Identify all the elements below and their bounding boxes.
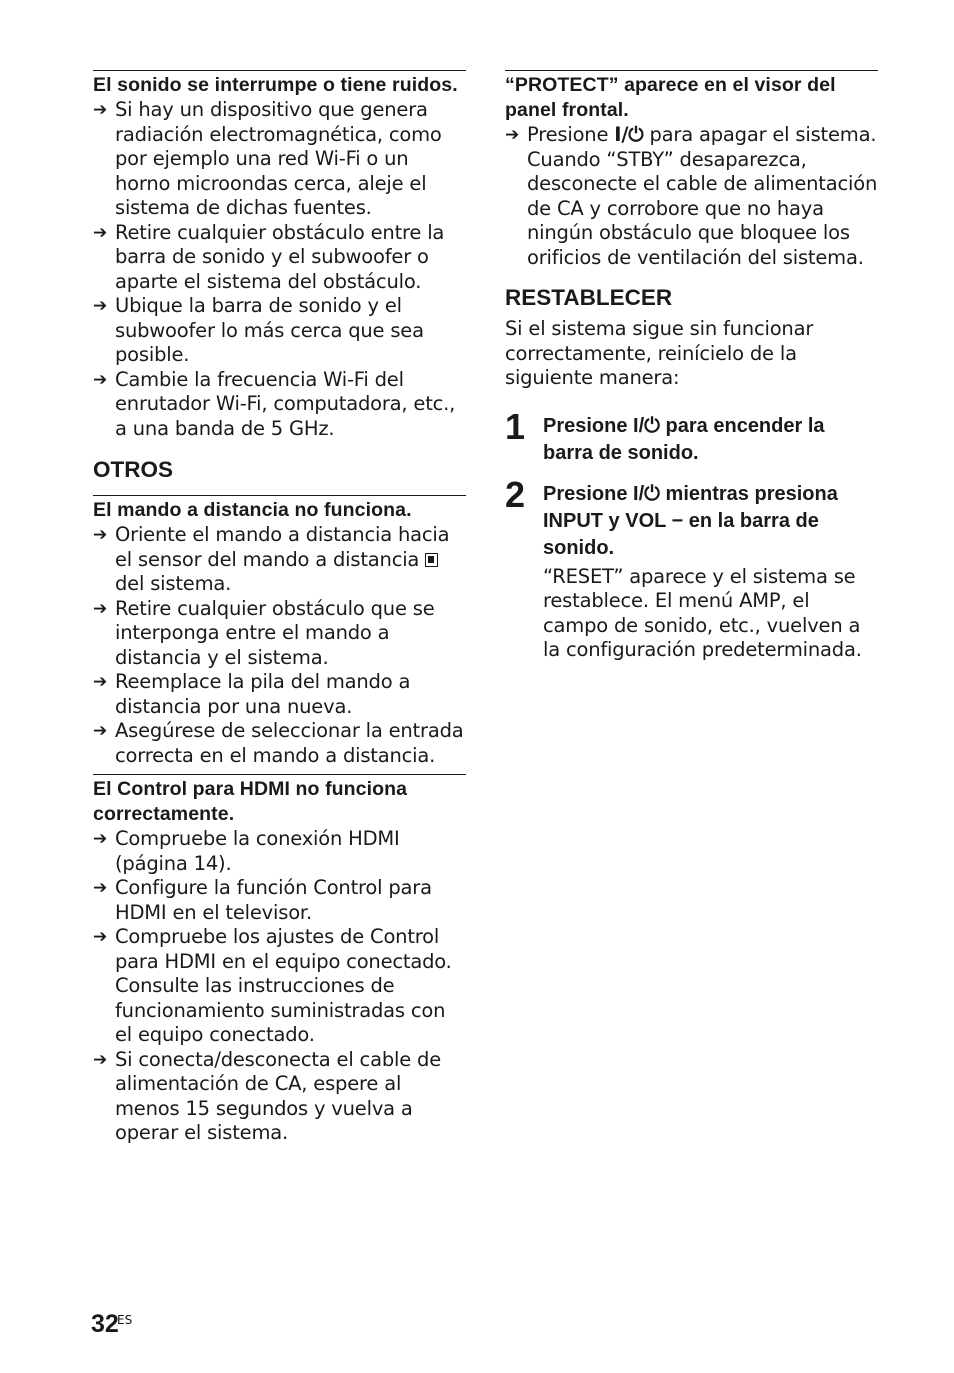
list-item-text: para apagar el sistema. Cuando “STBY” desaparezca, desconecte el cable de alimentación de CA y corrobore que no haya ningún obstáculo que bloquee los orificios de ventilación del sistema.	[527, 123, 878, 269]
list-item	[93, 670, 466, 719]
arrow-right-icon: ➔	[93, 369, 108, 390]
arrow-right-icon: ➔	[93, 100, 108, 120]
list-item-text: Reemplace la pila del mando a distancia por una nueva.	[115, 670, 411, 718]
list-item	[93, 827, 466, 876]
section-heading-hdmi: El Control para HDMI no funciona correctamente.	[93, 774, 466, 827]
list-item-text: Presione	[527, 123, 609, 146]
list-item	[93, 597, 466, 671]
step-2	[505, 473, 878, 663]
step-description: “RESET” aparece y el sistema se restablece. El menú AMP, el campo de sonido, etc., vuelven a la configuración predeterminada.	[543, 564, 862, 661]
remote-list	[93, 523, 466, 768]
power-button-icon: I/⏻	[633, 482, 660, 505]
list-item-text: Cambie la frecuencia Wi-Fi del enrutador Wi-Fi, computadora, etc., a una banda de 5 GHz.	[115, 367, 456, 440]
list-item-text: Compruebe los ajustes de Control para HDMI en el equipo conectado. Consulte las instrucciones de funcionamiento suministradas con el equipo conectado.	[115, 925, 452, 1046]
arrow-right-icon: ➔	[93, 222, 108, 243]
arrow-right-icon: ➔	[93, 598, 108, 619]
page-language-code: ES	[117, 1313, 133, 1327]
list-item	[93, 719, 466, 768]
arrow-right-icon: ➔	[93, 878, 108, 898]
remote-sensor-icon	[425, 553, 438, 567]
section-title-otros: OTROS	[93, 457, 174, 482]
arrow-right-icon: ➔	[93, 1049, 108, 1070]
list-item-text: Configure la función Control para HDMI en el televisor.	[115, 876, 432, 924]
list-item-text: Asegúrese de seleccionar la entrada correcta en el mando a distancia.	[115, 719, 464, 767]
step-1	[505, 405, 878, 467]
step-title: Presione I/⏻ para encender la barra de sonido.	[543, 414, 825, 464]
noise-list	[93, 98, 466, 441]
list-item-text: del sistema.	[115, 572, 232, 595]
list-item	[93, 221, 466, 295]
section-title-restablecer: RESTABLECER	[505, 285, 673, 310]
protect-list	[505, 123, 878, 270]
step-number: 1	[505, 405, 526, 447]
list-item-text: Si conecta/desconecta el cable de alimentación de CA, espere al menos 15 segundos y vuelva a operar el sistema.	[115, 1047, 441, 1144]
section-heading-remote: El mando a distancia no funciona.	[93, 495, 466, 523]
arrow-right-icon: ➔	[93, 927, 108, 947]
section-heading-noise: El sonido se interrumpe o tiene ruidos.	[93, 70, 466, 98]
left-column	[93, 70, 466, 1146]
list-item	[93, 925, 466, 1048]
list-item-text: Oriente el mando a distancia hacia el sensor del mando a distancia	[115, 523, 450, 571]
arrow-right-icon: ➔	[93, 829, 108, 849]
arrow-right-icon: ➔	[93, 525, 108, 545]
list-item-text: Compruebe la conexión HDMI (página 14).	[115, 827, 400, 875]
step-number: 2	[505, 473, 526, 515]
arrow-right-icon: ➔	[93, 672, 108, 692]
list-item-text: Retire cualquier obstáculo que se interponga entre el mando a distancia y el sistema.	[115, 596, 435, 669]
list-item-text: Retire cualquier obstáculo entre la barra de sonido y el subwoofer o aparte el sistema del obstáculo.	[115, 220, 445, 293]
arrow-right-icon: ➔	[93, 296, 108, 316]
list-item	[93, 523, 466, 597]
list-item-text: Ubique la barra de sonido y el subwoofer lo más cerca que sea posible.	[115, 294, 424, 366]
step-title: Presione I/⏻ mientras presiona INPUT y VOL − en la barra de sonido.	[543, 482, 838, 559]
power-button-icon: I/⏻	[633, 414, 660, 437]
arrow-right-icon: ➔	[505, 125, 520, 145]
page-number: 32	[91, 1310, 119, 1338]
section-heading-protect: “PROTECT” aparece en el visor del panel frontal.	[505, 70, 878, 123]
power-button-icon: I/⏻	[614, 123, 644, 146]
list-item-text: Si hay un dispositivo que genera radiación electromagnética, como por ejemplo una red Wi-Fi o un horno microondas cerca, aleje el sistema de dichas fuentes.	[115, 98, 442, 219]
right-column	[505, 70, 878, 663]
reset-intro: Si el sistema sigue sin funcionar correctamente, reinícielo de la siguiente manera:	[505, 317, 814, 389]
list-item	[93, 294, 466, 368]
list-item	[505, 123, 878, 270]
hdmi-list	[93, 827, 466, 1146]
arrow-right-icon: ➔	[93, 721, 108, 741]
list-item	[93, 368, 466, 442]
list-item	[93, 1048, 466, 1146]
list-item	[93, 98, 466, 221]
list-item	[93, 876, 466, 925]
